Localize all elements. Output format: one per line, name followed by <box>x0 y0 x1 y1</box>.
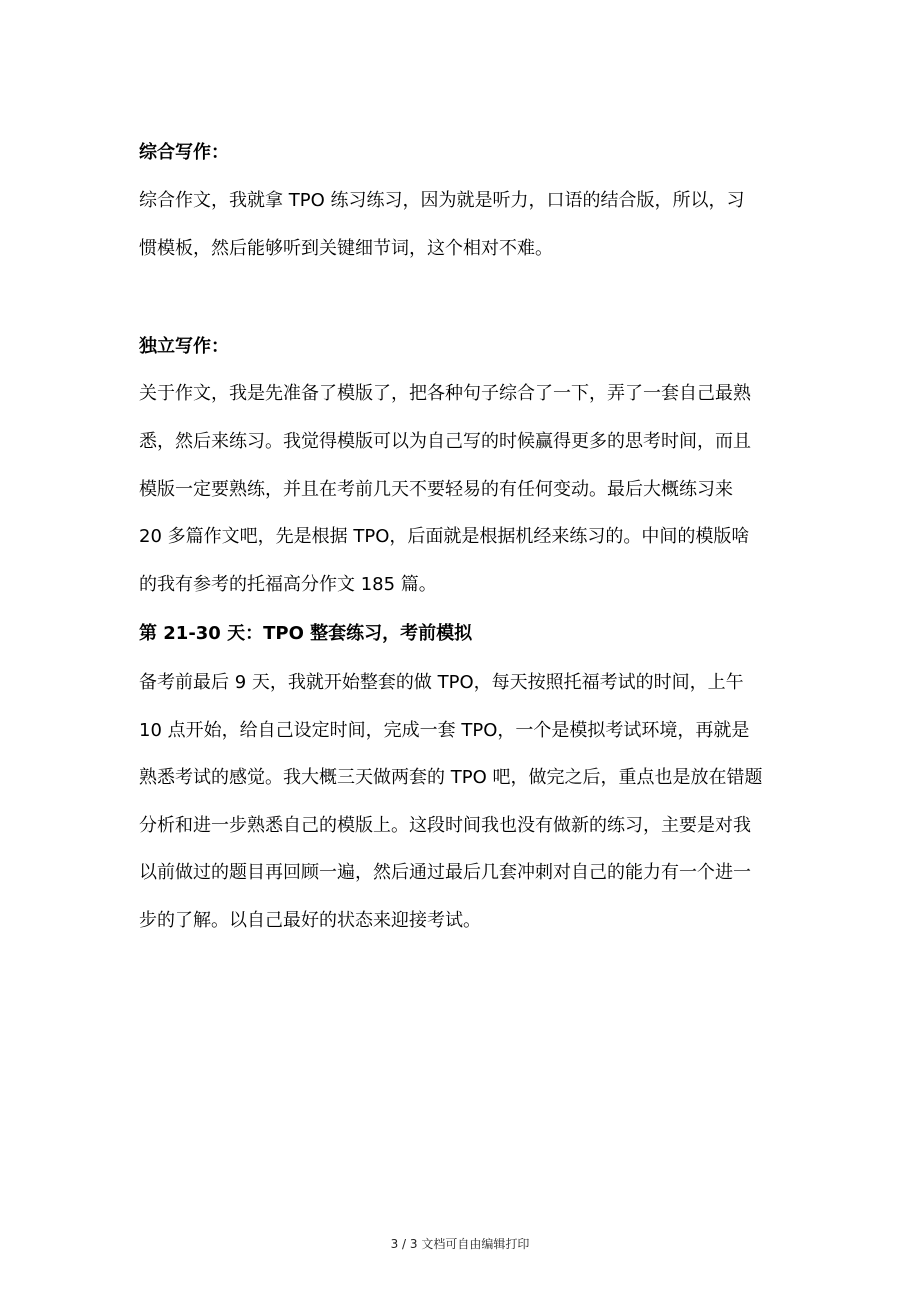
paragraph-line: 的我有参考的托福高分作文 185 篇。 <box>139 574 437 595</box>
paragraph-line: 以前做过的题目再回顾一遍，然后通过最后几套冲刺对自己的能力有一个进一 <box>139 862 751 883</box>
paragraph-line: 分析和进一步熟悉自己的模版上。这段时间我也没有做新的练习，主要是对我 <box>139 815 751 836</box>
paragraph-line: 步的了解。以自己最好的状态来迎接考试。 <box>139 910 481 931</box>
paragraph-line: 惯模板，然后能够听到关键细节词，这个相对不难。 <box>139 238 553 259</box>
page-footer: 3 / 3 文档可自由编辑打印 <box>390 1237 530 1251</box>
paragraph-line: 模版一定要熟练，并且在考前几天不要轻易的有任何变动。最后大概练习来 <box>139 479 733 500</box>
paragraph-line: 10 点开始，给自己设定时间，完成一套 TPO，一个是模拟考试环境，再就是 <box>139 720 750 741</box>
heading-days-21-30: 第 21-30 天：TPO 整套练习，考前模拟 <box>139 623 473 644</box>
paragraph-line: 综合作文，我就拿 TPO 练习练习，因为就是听力，口语的结合版，所以，习 <box>139 190 745 211</box>
paragraph-line: 熟悉考试的感觉。我大概三天做两套的 TPO 吧，做完之后，重点也是放在错题 <box>139 767 763 788</box>
paragraph-line: 悉，然后来练习。我觉得模版可以为自己写的时候赢得更多的思考时间，而且 <box>139 431 751 452</box>
paragraph-line: 备考前最后 9 天，我就开始整套的做 TPO，每天按照托福考试的时间，上午 <box>139 672 744 693</box>
heading-independent-writing: 独立写作： <box>139 336 229 357</box>
paragraph-line: 关于作文，我是先准备了模版了，把各种句子综合了一下，弄了一套自己最熟 <box>139 383 751 404</box>
heading-integrated-writing: 综合写作： <box>139 142 229 163</box>
paragraph-line: 20 多篇作文吧，先是根据 TPO，后面就是根据机经来练习的。中间的模版啥 <box>139 526 750 547</box>
